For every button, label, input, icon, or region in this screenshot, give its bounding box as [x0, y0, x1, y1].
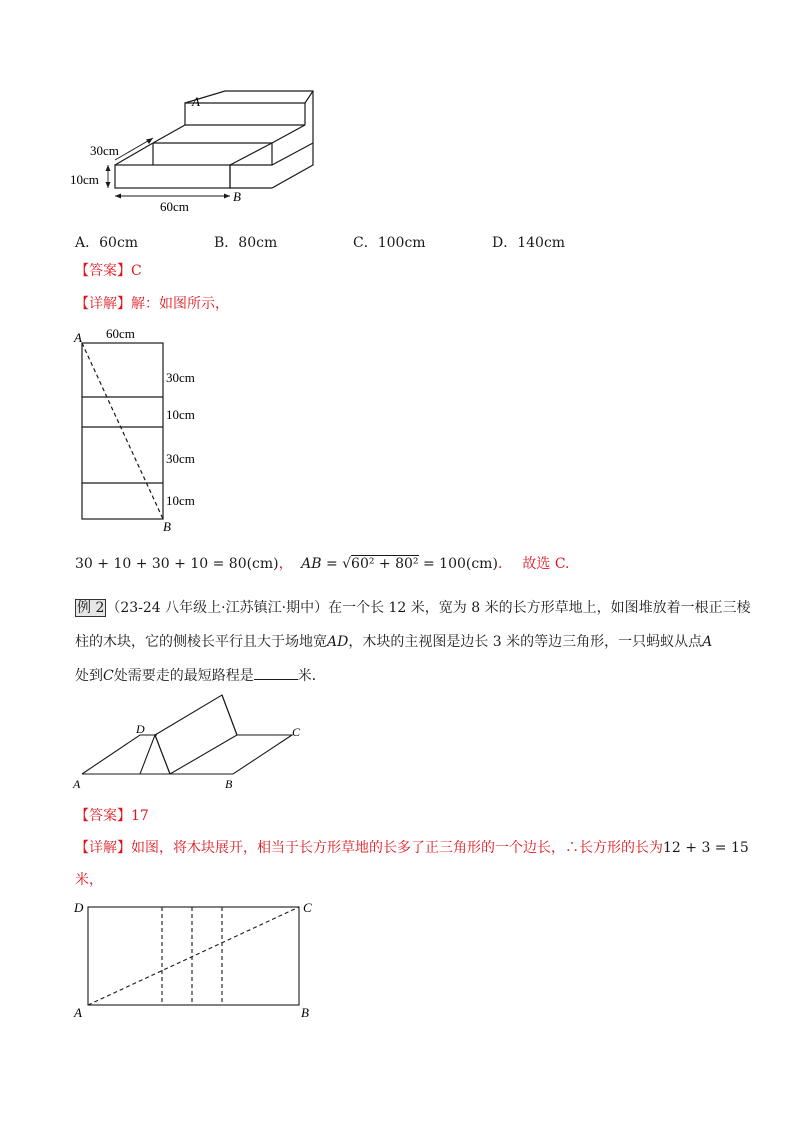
option-letter: A．: [75, 235, 100, 251]
example-text: （23-24 八年级上·江苏镇江·期中）在一个长 12 米，宽为 8 米的长方形草地上，如图堆放着一根正三棱: [106, 600, 751, 616]
separator: ．: [497, 556, 512, 572]
example-text: 米．: [297, 668, 326, 684]
ab-prefix: AB =: [301, 556, 343, 572]
top-length-label: 60cm: [106, 326, 135, 341]
detail-text: 如图，将木块展开，相当于长方形草地的长多了正三角形的一个边长，∴长方形的长为: [131, 840, 663, 856]
answer-tag: 【答案】: [75, 263, 131, 279]
point-a-label: A: [73, 777, 81, 790]
segment-4-label: 10cm: [166, 493, 195, 508]
staircase-figure: [70, 88, 330, 218]
answer-value: 17: [131, 808, 149, 824]
answer-blank[interactable]: [254, 665, 298, 680]
calculation-line: [75, 554, 570, 574]
ab-result: = 100(cm): [418, 556, 498, 572]
option-value: 100cm: [377, 235, 426, 251]
example-2-line-2: [75, 632, 712, 652]
segment-3-label: 30cm: [166, 451, 195, 466]
answer-tag: 【答案】: [75, 808, 131, 824]
detail-tag: 【详解】: [75, 840, 131, 856]
point-b-label: B: [163, 519, 171, 534]
separator: ，: [278, 556, 293, 572]
option-d[interactable]: [492, 233, 565, 253]
point-c-label: C: [303, 900, 312, 915]
point-d-label: D: [136, 722, 145, 736]
prism-field-figure: [70, 690, 310, 790]
segment-1-label: 30cm: [166, 370, 195, 385]
detail-2-line-2: [75, 870, 103, 890]
conclusion: 故选 C.: [522, 556, 570, 572]
option-value: 80cm: [238, 235, 278, 251]
depth-label: 30cm: [90, 143, 119, 158]
detail-tag: 【详解】: [75, 296, 131, 312]
answer-1: [75, 261, 142, 281]
option-letter: D．: [492, 235, 518, 251]
answer-value: C: [131, 263, 142, 279]
point-b-label: B: [225, 777, 233, 790]
example-text: ，木块的主视图是边长 3 米的等边三角形，一只蚂蚁从点: [348, 634, 703, 650]
example-2-line-1: [75, 598, 751, 618]
segment-ad: AD: [327, 634, 349, 650]
unfolded-staircase-figure: [70, 325, 240, 535]
option-c[interactable]: [353, 233, 426, 253]
point-a-label: A: [74, 1005, 82, 1020]
point-c: C: [103, 668, 114, 684]
sum-expression: 30 + 10 + 30 + 10 = 80(cm): [75, 556, 279, 572]
ab-radicand: 60² + 80²: [351, 556, 419, 572]
option-letter: C．: [353, 235, 378, 251]
answer-2: [75, 806, 149, 826]
example-text: 柱的木块，它的侧棱长平行且大于场地宽: [75, 634, 327, 650]
point-a-label: A: [192, 94, 200, 109]
segment-2-label: 10cm: [166, 407, 195, 422]
detail-2-line-1: [75, 838, 749, 858]
height-label: 10cm: [70, 172, 99, 187]
point-a: A: [702, 634, 713, 650]
point-a-label: A: [74, 330, 82, 345]
option-a[interactable]: [75, 233, 138, 253]
unfolded-rectangle-figure: [70, 895, 330, 1025]
point-b-label: B: [233, 189, 241, 204]
detail-text: 米，: [75, 872, 103, 888]
option-value: 140cm: [517, 235, 566, 251]
option-letter: B．: [214, 235, 239, 251]
point-d-label: D: [74, 900, 84, 915]
example-text: 处需要走的最短路程是: [113, 668, 254, 684]
sqrt-sign: √: [342, 556, 352, 572]
point-c-label: C: [292, 725, 301, 739]
length-label: 60cm: [160, 199, 189, 214]
detail-1: [75, 294, 229, 314]
example-text: 处到: [75, 668, 103, 684]
detail-text: 解：如图所示，: [131, 296, 229, 312]
option-b[interactable]: [214, 233, 277, 253]
option-value: 60cm: [99, 235, 139, 251]
example-label: 例 2: [77, 600, 105, 616]
length-expression: 12 + 3 = 15: [663, 840, 749, 856]
point-b-label: B: [301, 1005, 309, 1020]
example-2-line-3: [75, 665, 326, 686]
